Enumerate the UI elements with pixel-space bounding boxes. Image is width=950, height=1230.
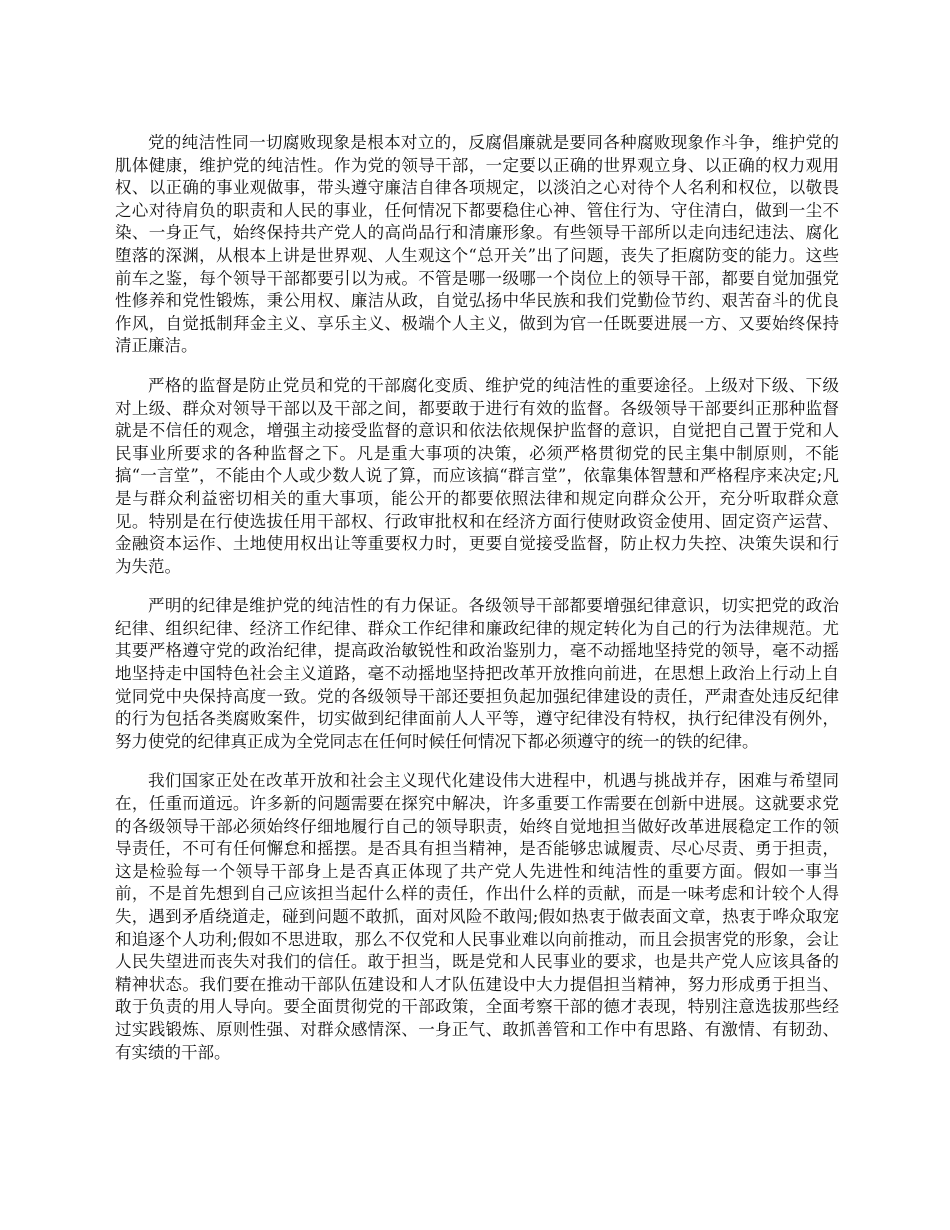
paragraph-discipline: 严明的纪律是维护党的纯洁性的有力保证。各级领导干部都要增强纪律意识，切实把党的政治纪律、组织纪律、经济工作纪律、群众工作纪律和廉政纪律的规定转化为自己的行为法律规范。尤其要严格遵守党的政治纪律，提高政治敏锐性和政治鉴别力，毫不动摇地坚持党的领导，毫不动摇地坚持走中国特色社会主义道路，毫不动摇地坚持把改革开放推向前进，在思想上政治上行动上自觉同党中央保持高度一致。党的各级领导干部还要担负起加强纪律建设的责任，严肃查处违反纪律的行为包括各类腐败案件，切实做到纪律面前人人平等，遵守纪律没有特权，执行纪律没有例外，努力使党的纪律真正成为全党同志在任何时候任何情况下都必须遵守的统一的铁的纪律。 (115, 596, 839, 751)
document-body (115, 132, 839, 1081)
paragraph-anticorruption: 党的纯洁性同一切腐败现象是根本对立的，反腐倡廉就是要同各种腐败现象作斗争，维护党的肌体健康，维护党的纯洁性。作为党的领导干部，一定要以正确的世界观立身、以正确的权力观用权、以正确的事业观做事，带头遵守廉洁自律各项规定，以淡泊之心对待个人名利和权位，以敬畏之心对待肩负的职责和人民的事业，任何情况下都要稳住心神、管住行为、守住清白，做到一尘不染、一身正气，始终保持共产党人的高尚品行和清廉形象。有些领导干部所以走向违纪违法、腐化堕落的深渊，从根本上讲是世界观、人生观这个“总开关”出了问题，丧失了拒腐防变的能力。这些前车之鉴，每个领导干部都要引以为戒。不管是哪一级哪一个岗位上的领导干部，都要自觉加强党性修养和党性锻炼，秉公用权、廉洁从政，自觉弘扬中华民族和我们党勤俭节约、艰苦奋斗的优良作风，自觉抵制拜金主义、享乐主义、极端个人主义，做到为官一任既要进展一方、又要始终保持清正廉洁。 (115, 133, 839, 356)
paragraph-responsibility: 我们国家正处在改革开放和社会主义现代化建设伟大进程中，机遇与挑战并存，困难与希望同在，任重而道远。许多新的问题需要在探究中解决，许多重要工作需要在创新中进展。这就要求党的各级领导干部必须始终仔细地履行自己的领导职责，始终自觉地担当做好改革进展稳定工作的领导责任，不可有任何懈怠和摇摆。是否具有担当精神，是否能够忠诚履责、尽心尽责、勇于担责，这是检验每一个领导干部身上是否真正体现了共产党人先进性和纯洁性的重要方面。假如一事当前，不是首先想到自己应该担当起什么样的责任，作出什么样的贡献，而是一味考虑和计较个人得失，遇到矛盾绕道走，碰到问题不敢抓，面对风险不敢闯;假如热衷于做表面文章，热衷于哗众取宠和追逐个人功利;假如不思进取，那么不仅党和人民事业难以向前推动，而且会损害党的形象，会让人民失望进而丧失对我们的信任。敢于担当，既是党和人民事业的要求，也是共产党人应该具备的精神状态。我们要在推动干部队伍建设和人才队伍建设中大力提倡担当精神，努力形成勇于担当、敢于负责的用人导向。要全面贯彻党的干部政策，全面考察干部的德才表现，特别注意选拔那些经过实践锻炼、原则性强、对群众感情深、一身正气、敢抓善管和工作中有思路、有激情、有韧劲、有实绩的干部。 (115, 771, 839, 1062)
paragraph-supervision: 严格的监督是防止党员和党的干部腐化变质、维护党的纯洁性的重要途径。上级对下级、下级对上级、群众对领导干部以及干部之间，都要敢于进行有效的监督。各级领导干部要纠正那种监督就是不信任的观念，增强主动接受监督的意识和依法依规保护监督的意识，自觉把自己置于党和人民事业所要求的各种监督之下。凡是重大事项的决策，必须严格贯彻党的民主集中制原则，不能搞“一言堂”，不能由个人或少数人说了算，而应该搞“群言堂”，依靠集体智慧和严格程序来决定;凡是与群众利益密切相关的重大事项，能公开的都要依照法律和规定向群众公开，充分听取群众意见。特别是在行使选拔任用干部权、行政审批权和在经济方面行使财政资金使用、固定资产运营、金融资本运作、土地使用权出让等重要权力时，更要自觉接受监督，防止权力失控、决策失误和行为失范。 (115, 375, 839, 576)
